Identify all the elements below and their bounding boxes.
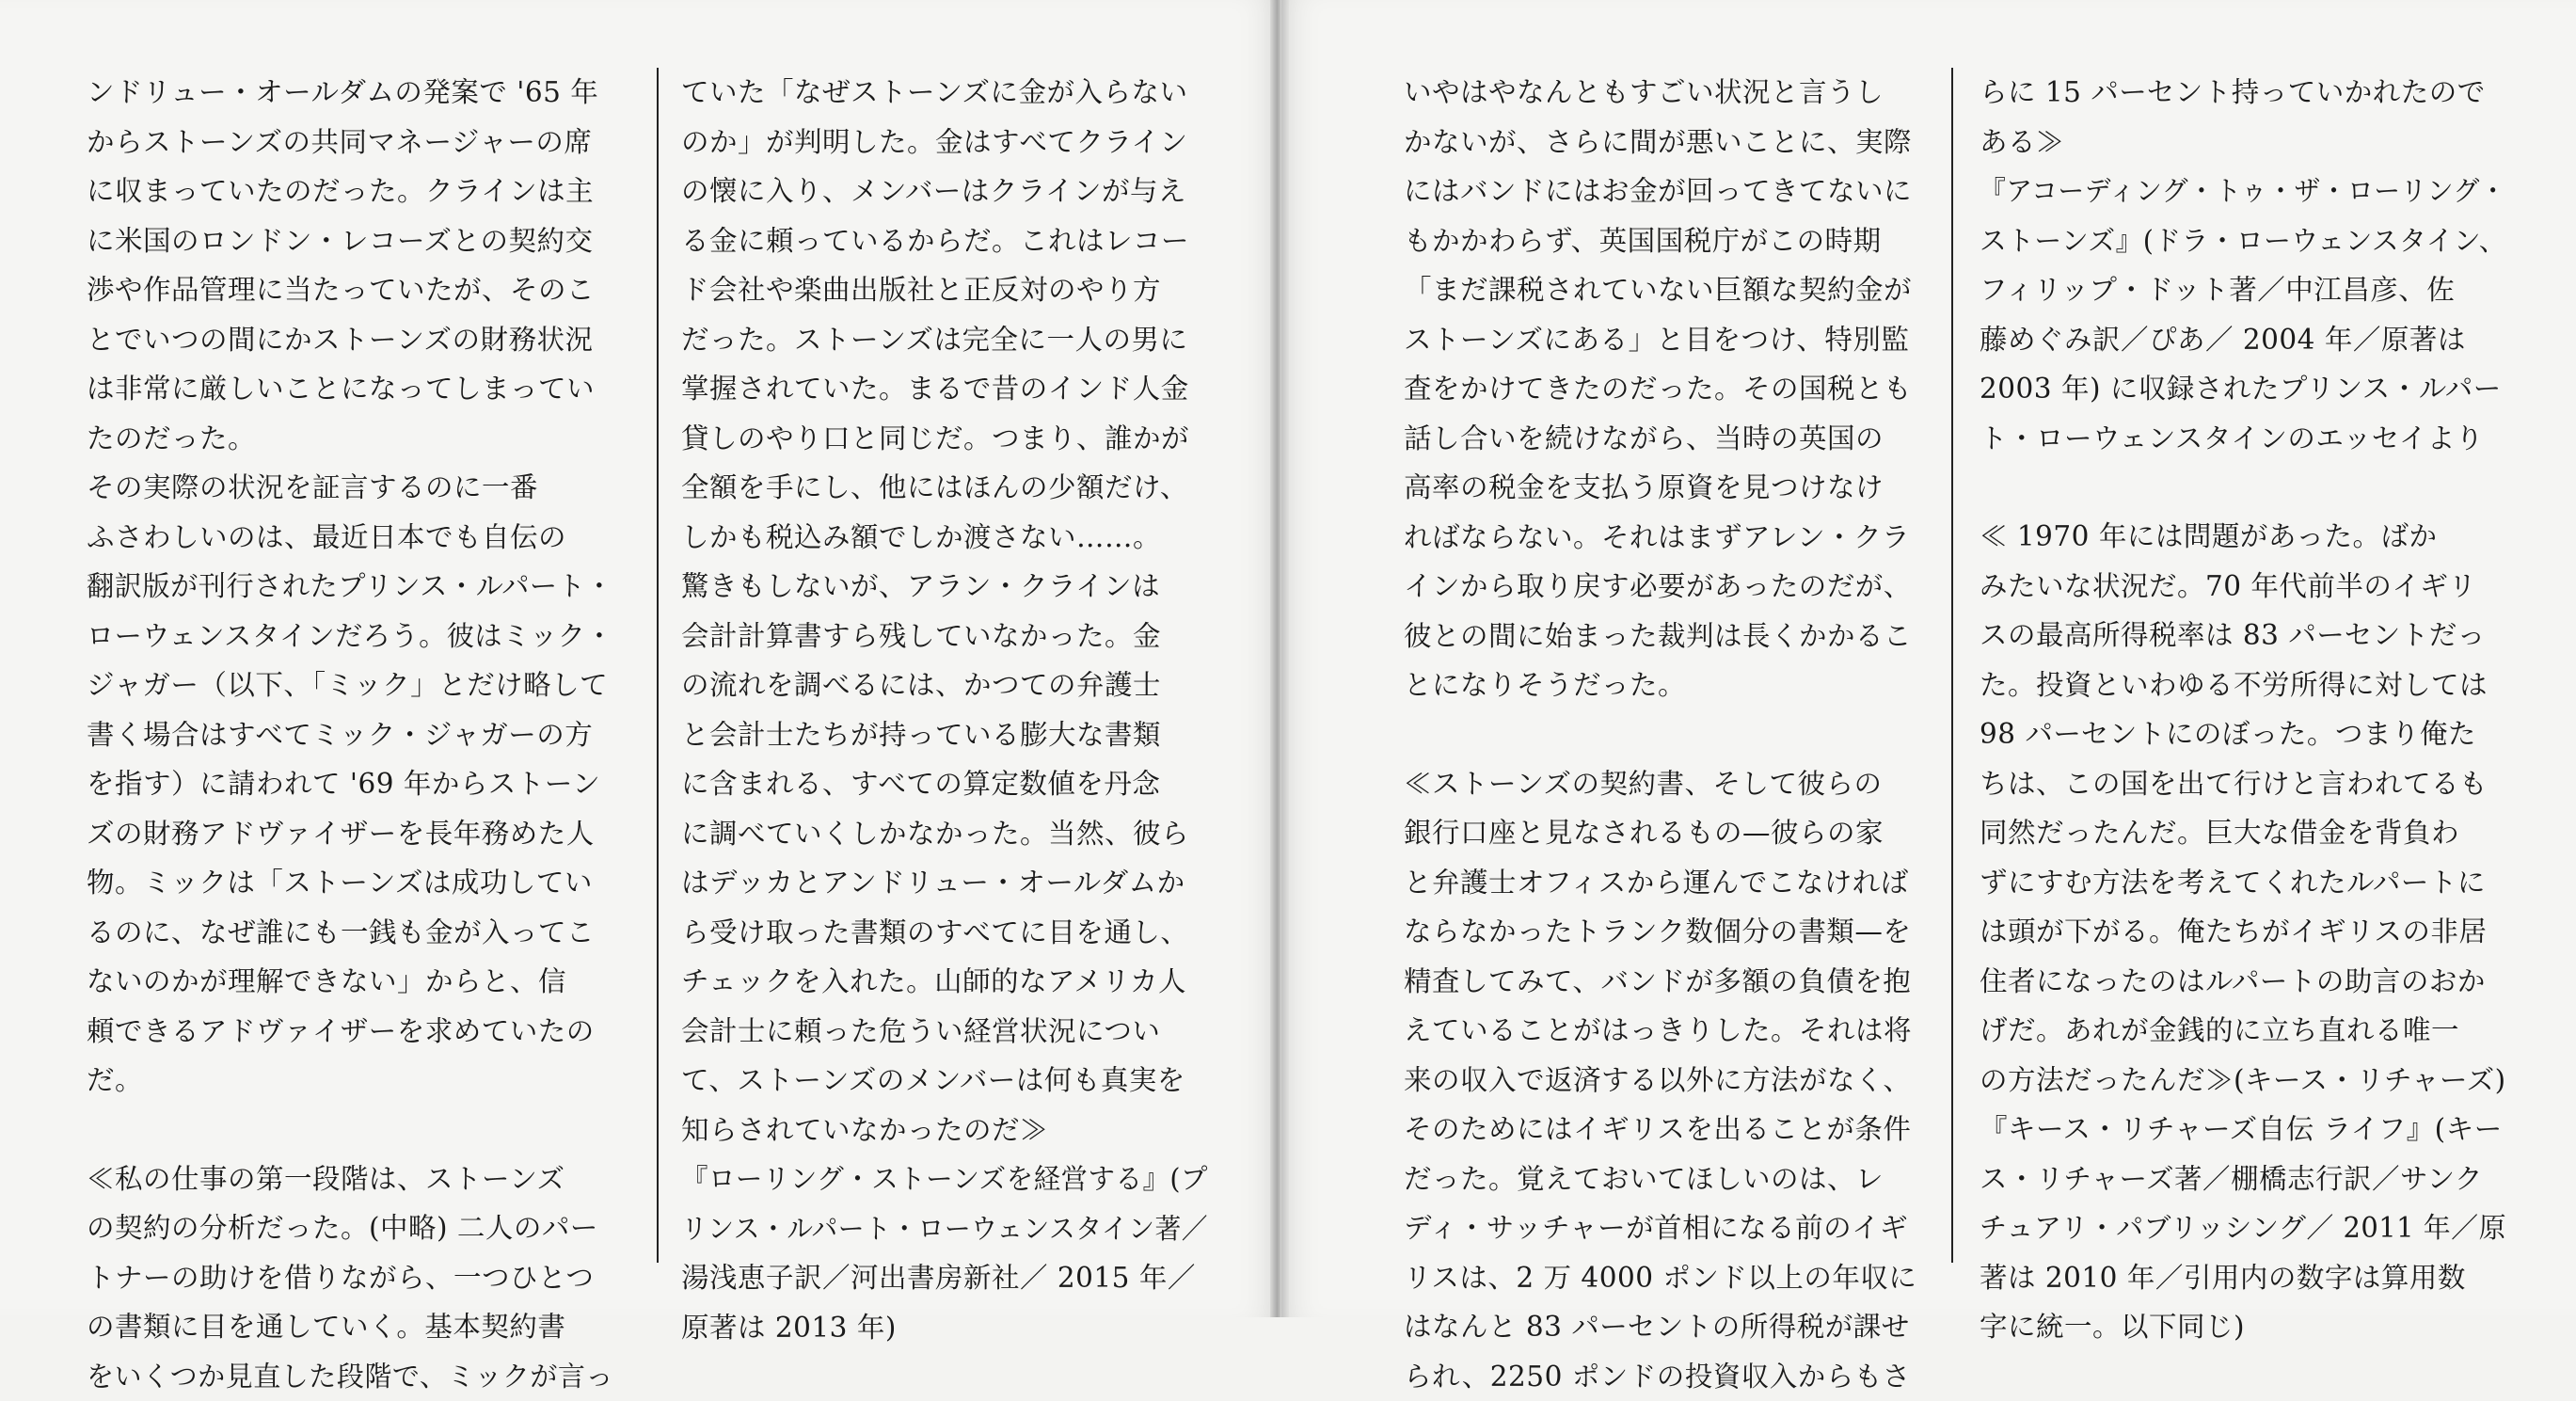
text-line: 『アコーディング・トゥ・ザ・ローリング・: [1980, 167, 2506, 216]
text-line: ジャガー（以下、「ミック」とだけ略して: [87, 661, 622, 710]
text-line: 住者になったのはルパートの助言のおか: [1980, 957, 2538, 1007]
text-line: 渉や作品管理に当たっていたが、そのこ: [87, 265, 622, 315]
text-line: 貸しのやり口と同じだ。つまり、誰かが: [681, 414, 1240, 464]
text-line: 銀行口座と見なされるもの—彼らの家: [1404, 808, 1916, 858]
text-line: ある≫: [1980, 118, 2538, 167]
text-line: らに 15 パーセント持っていかれたので: [1980, 68, 2538, 118]
text-line: と弁護士オフィスから運んでこなければ: [1404, 858, 1916, 908]
text-line: を指す）に請われて '69 年からストーン: [87, 759, 622, 809]
text-line: ふさわしいのは、最近日本でも自伝の: [87, 513, 622, 563]
text-line: トナーの助けを借りながら、一つひとつ: [87, 1253, 622, 1303]
text-line: 高率の税金を支払う原資を見つけなけ: [1404, 463, 1916, 513]
text-line: 頼できるアドヴァイザーを求めていたの: [87, 1007, 622, 1057]
text-line: をいくつか見直した段階で、ミックが言っ: [87, 1352, 613, 1401]
text-line: だった。ストーンズは完全に一人の男に: [681, 315, 1240, 365]
text-line: の懐に入り、メンバーはクラインが与え: [681, 167, 1240, 216]
text-line: チュアリ・パブリッシング／ 2011 年／原: [1980, 1203, 2528, 1253]
text-line: に収まっていたのだった。クラインは主: [87, 167, 622, 216]
text-line: 彼との間に始まった裁判は長くかかるこ: [1404, 612, 1916, 661]
text-line: リンス・ルパート・ローウェンスタイン著／: [681, 1204, 1208, 1254]
text-line: 『ローリング・ストーンズを経営する』(プ: [681, 1154, 1221, 1204]
text-line: ら受け取った書類のすべてに目を通し、: [681, 908, 1240, 958]
text-line: 驚きもしないが、アラン・クラインは: [681, 562, 1240, 612]
text-line: 著は 2010 年／引用内の数字は算用数: [1980, 1253, 2538, 1303]
text-line: 会計士に頼った危うい経営状況につい: [681, 1007, 1240, 1057]
text-line: 精査してみて、バンドが多額の負債を抱: [1404, 957, 1916, 1007]
text-line: フィリップ・ドット著／中江昌彦、佐: [1980, 265, 2538, 315]
text-line: は頭が下がる。俺たちがイギリスの非居: [1980, 907, 2538, 957]
text-line: からストーンズの共同マネージャーの席: [87, 118, 622, 167]
text-line: チェックを入れた。山師的なアメリカ人: [681, 957, 1240, 1007]
text-line: [87, 1106, 622, 1154]
text-line: ディ・サッチャーが首相になる前のイギ: [1404, 1203, 1916, 1253]
text-line: 書く場合はすべてミック・ジャガーの方: [87, 710, 622, 760]
text-line: もかかわらず、英国国税庁がこの時期: [1404, 216, 1916, 266]
text-line: のか」が判明した。金はすべてクライン: [681, 118, 1240, 167]
text-line: 2003 年) に収録されたプリンス・ルパー: [1980, 364, 2538, 414]
text-line: みたいな状況だ。70 年代前半のイギリ: [1980, 562, 2538, 612]
text-line: の流れを調べるには、かつての弁護士: [681, 661, 1240, 710]
text-line: だ。: [87, 1056, 622, 1106]
text-line: 同然だったんだ。巨大な借金を背負わ: [1980, 808, 2538, 858]
text-line: ないのかが理解できない」からと、信: [87, 957, 622, 1007]
text-line: 98 パーセントにのぼった。つまり俺た: [1980, 709, 2538, 759]
text-line: その実際の状況を証言するのに一番: [87, 463, 622, 513]
text-line: 物。ミックは「ストーンズは成功してい: [87, 858, 622, 908]
text-line: そのためにはイギリスを出ることが条件: [1404, 1105, 1916, 1154]
text-line: はなんと 83 パーセントの所得税が課せ: [1404, 1302, 1916, 1352]
text-line: だった。覚えておいてほしいのは、レ: [1404, 1154, 1916, 1204]
text-line: ト・ローウェンスタインのエッセイより: [1980, 414, 2538, 464]
text-line: ローウェンスタインだろう。彼はミック・: [87, 612, 615, 661]
book-gutter: [1270, 0, 1289, 1317]
text-line: いやはやなんともすごい状況と言うし: [1404, 68, 1916, 118]
text-line: ンドリュー・オールダムの発案で '65 年: [87, 68, 622, 118]
text-line: に含まれる、すべての算定数値を丹念: [681, 759, 1240, 809]
text-line: に調べていくしかなかった。当然、彼ら: [681, 809, 1240, 859]
text-line: 会計計算書すら残していなかった。金: [681, 612, 1240, 661]
text-line: と会計士たちが持っている膨大な書類: [681, 710, 1240, 760]
text-line: インから取り戻す必要があったのだが、: [1404, 562, 1916, 612]
text-line: た。投資といわゆる不労所得に対しては: [1980, 661, 2538, 710]
text-line: 来の収入で返済する以外に方法がなく、: [1404, 1056, 1916, 1106]
text-line: は非常に厳しいことになってしまってい: [87, 364, 622, 414]
text-line: るのに、なぜ誰にも一銭も金が入ってこ: [87, 908, 622, 958]
text-line: 知らされていなかったのだ≫: [681, 1106, 1240, 1155]
text-line: ればならない。それはまずアレン・クラ: [1404, 513, 1916, 563]
text-line: ならなかったトランク数個分の書類—を: [1404, 907, 1916, 957]
text-line: スの最高所得税率は 83 パーセントだっ: [1980, 611, 2538, 661]
text-line: 翻訳版が刊行されたプリンス・ルパート・: [87, 562, 616, 612]
text-line: る金に頼っているからだ。これはレコー: [681, 216, 1240, 266]
text-line: 査をかけてきたのだった。その国税とも: [1404, 364, 1916, 414]
text-line: ス・リチャーズ著／棚橋志行訳／サンク: [1980, 1154, 2538, 1204]
text-line: ズの財務アドヴァイザーを長年務めた人: [87, 809, 622, 859]
text-line: とでいつの間にかストーンズの財務状況: [87, 315, 622, 365]
text-line: ≪ 1970 年には問題があった。ばか: [1980, 512, 2538, 562]
text-line: の書類に目を通していく。基本契約書: [87, 1302, 622, 1352]
text-line: ド会社や楽曲出版社と正反対のやり方: [681, 265, 1240, 315]
text-line: かないが、さらに間が悪いことに、実際: [1404, 118, 1916, 167]
text-column-3: [1404, 68, 1916, 1401]
text-line: 全額を手にし、他にはほんの少額だけ、: [681, 463, 1240, 513]
text-line: 「まだ課税されていない巨額な契約金が: [1404, 265, 1916, 315]
text-line: ≪私の仕事の第一段階は、ストーンズ: [87, 1154, 622, 1204]
text-column-2: [681, 68, 1240, 1352]
text-line: [1404, 710, 1916, 759]
column-rule-left: [657, 68, 659, 1263]
text-line: はデッカとアンドリュー・オールダムか: [681, 858, 1240, 908]
text-line: しかも税込み額でしか渡さない……。: [681, 513, 1240, 563]
text-line: たのだった。: [87, 414, 622, 464]
text-line: て、ストーンズのメンバーは何も真実を: [681, 1056, 1240, 1106]
text-line: ちは、この国を出て行けと言われてるも: [1980, 759, 2538, 809]
text-line: 話し合いを続けながら、当時の英国の: [1404, 414, 1916, 464]
text-line: ずにすむ方法を考えてくれたルパートに: [1980, 858, 2538, 908]
text-line: ていた「なぜストーンズに金が入らない: [681, 68, 1240, 118]
text-column-4: [1980, 68, 2538, 1352]
text-line: げだ。あれが金銭的に立ち直れる唯一: [1980, 1006, 2538, 1056]
text-line: えていることがはっきりした。それは将: [1404, 1006, 1916, 1056]
column-rule-right: [1951, 68, 1953, 1263]
text-line: 湯浅恵子訳／河出書房新社／ 2015 年／: [681, 1253, 1240, 1303]
text-line: リスは、2 万 4000 ポンド以上の年収に: [1404, 1253, 1916, 1303]
text-line: 藤めぐみ訳／ぴあ／ 2004 年／原著は: [1980, 315, 2538, 365]
text-line: 『キース・リチャーズ自伝 ライフ』(キー: [1980, 1105, 2538, 1154]
text-line: の契約の分析だった。(中略) 二人のパー: [87, 1203, 622, 1253]
text-line: られ、2250 ポンドの投資収入からもさ: [1404, 1352, 1916, 1401]
text-line: に米国のロンドン・レコーズとの契約交: [87, 216, 622, 266]
text-line: の方法だったんだ≫(キース・リチャーズ): [1980, 1056, 2538, 1106]
text-line: にはバンドにはお金が回ってきてないに: [1404, 167, 1916, 216]
text-line: 字に統一。以下同じ): [1980, 1302, 2538, 1352]
text-line: ストーンズにある」と目をつけ、特別監: [1404, 315, 1916, 365]
text-line: 掌握されていた。まるで昔のインド人金: [681, 364, 1240, 414]
text-column-1: [87, 68, 622, 1401]
text-line: [1980, 463, 2538, 512]
text-line: ストーンズ』(ドラ・ローウェンスタイン、: [1980, 216, 2523, 266]
text-line: 原著は 2013 年): [681, 1303, 1240, 1353]
text-line: ≪ストーンズの契約書、そして彼らの: [1404, 759, 1916, 809]
text-line: とになりそうだった。: [1404, 661, 1916, 710]
